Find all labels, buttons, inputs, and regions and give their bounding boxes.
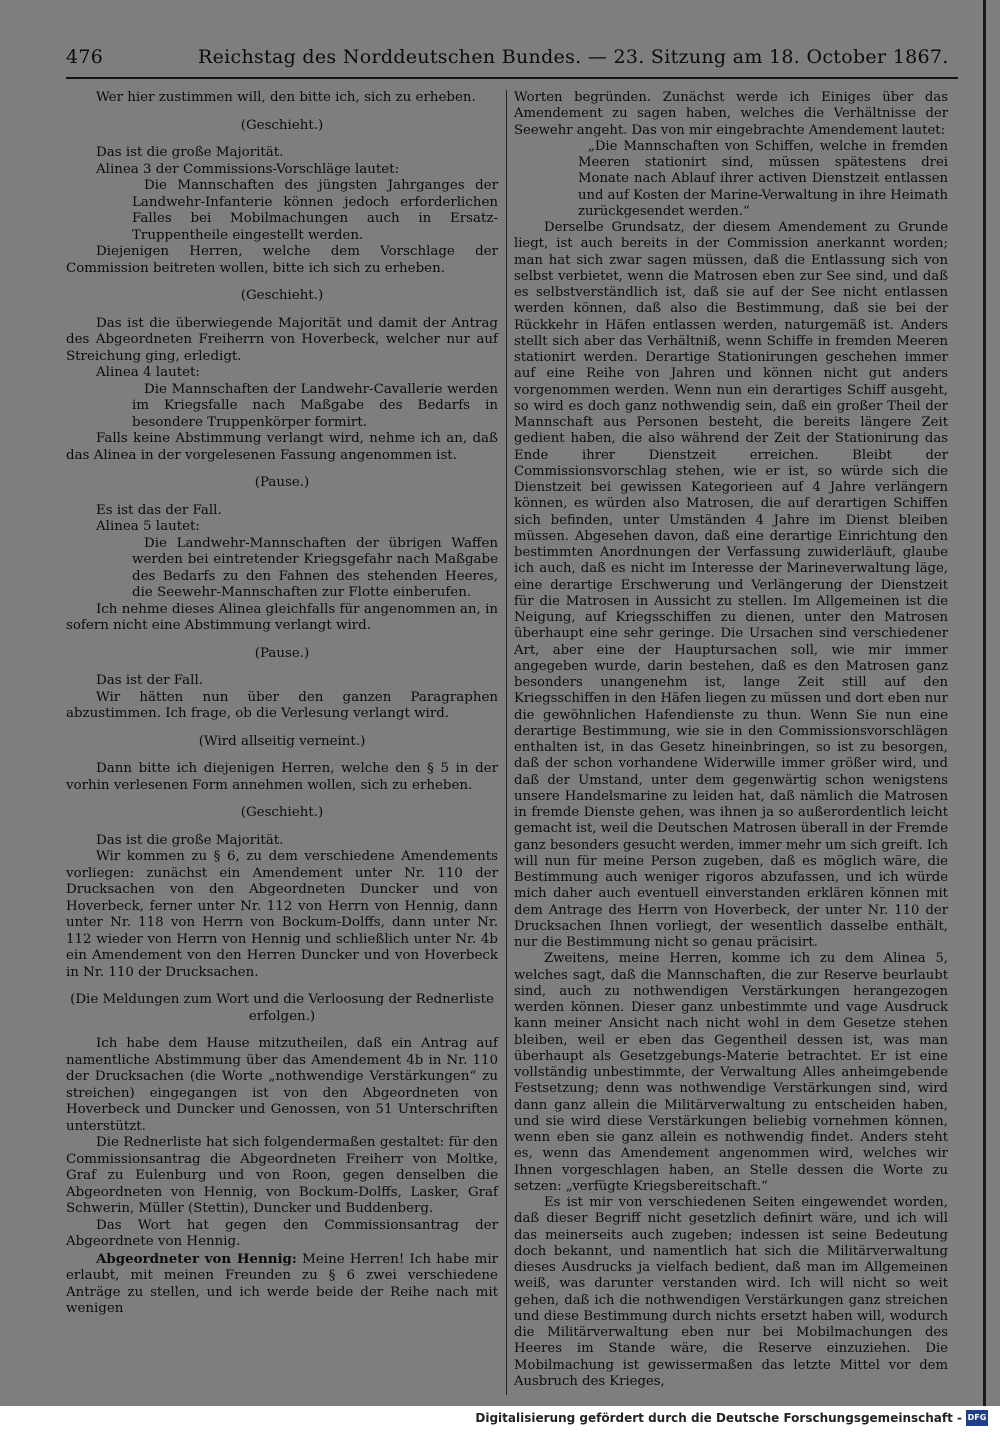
header-rule (66, 77, 958, 79)
paragraph: Wir kommen zu § 6, zu dem verschiedene Amendements vorliegen: zunächst ein Amendement unter Nr. 110 der Drucksachen von den Abgeordneten Duncker und von Hoverbeck, ferner unter Nr. 112 von Herrn von Hennig, dann unter Nr. 118 von Herrn von Bockum-Dolffs, dann unter Nr. 112 wieder von Herrn von Hennig und schließlich unter Nr. 4b ein Amendement von den Herren Duncker und von Hoverbeck in Nr. 110 der Drucksachen. (66, 849, 498, 980)
page-header (66, 46, 956, 72)
page-edge-line (983, 0, 986, 1410)
paragraph: (Geschieht.) (240, 805, 324, 820)
paragraph: Worten begründen. Zunächst werde ich Einiges über das Amendement zu sagen haben, welches die Verhältnisse der Seewehr angeht. Das von mir eingebrachte Amendement lautet: (514, 90, 948, 138)
paragraph: Derselbe Grundsatz, der diesem Amendement zu Grunde liegt, ist auch bereits in der Commission anerkannt worden; man hat sich zwar sagen müssen, daß die Entlassung sich von selbst verbietet, wenn die Matrosen eben zur See sind, und daß es selbstverständlich ist, daß sie auf der See nicht entlassen werden können, daß also die Bestimmung, daß sie bei der Rückkehr in Häfen entlassen werden, naturgemäß ist. Anders stellt sich aber das Verhältniß, wenn Schiffe in fremden Meeren stationirt werden. Derartige Stationirungen geschehen immer auf eine Reihe von Jahren und können nicht gut anders vorgenommen werden. Wenn nun ein derartiges Schiff ausgeht, so wird es doch ganz nothwendig sein, daß ein großer Theil der Mannschaft aus Personen besteht, die bereits längere Zeit gedient haben, die also während der Zeit der Stationirung das Ende ihrer Dienstzeit erreichen. Bleibt der Commissionsvorschlag stehen, wie er ist, so würde sich die Dienstzeit bei gewissen Kategorieen auf 4 Jahre verlängern können, es würden also Matrosen, die auf derartigen Schiffen sich befinden, unter Umständen 4 Jahre im Dienst bleiben müssen. Abgesehen davon, daß eine derartige Einrichtung den bestimmten Anordnungen der Verfassung zuwiderläuft, glaube ich auch, daß es nicht im Interesse der Marineverwaltung läge, eine derartige Erschwerung und Verlängerung der Dienstzeit für die Matrosen in Aussicht zu stellen. Im Allgemeinen ist die Neigung, auf Kriegsschiffen zu dienen, unter den Matrosen überhaupt eine sehr geringe. Die Ursachen sind verschiedener Art, aber eine der Hauptursachen soll, wie mir immer angegeben wurde, darin bestehen, daß es den Matrosen ganz besonders unangenehm ist, lange Zeit still auf den Kriegsschiffen in den Häfen liegen zu müssen und dort eben nur die gewöhnlichen Hafendienste zu thun. Wenn Sie nun eine derartige Bestimmung, wie sie in den Commissionsvorschlägen enthalten ist, in das Gesetz hineinbringen, so ist zu besorgen, daß der schon vorhandene Widerwille immer größer wird, und daß der Umstand, unter dem gegenwärtig schon wenigstens unsere Handelsmarine zu leiden hat, daß nämlich die Matrosen in fremde Dienste gehen, was ihnen ja so außerordentlich leicht gemacht ist, weil die Deutschen Matrosen überall in der Fremde ganz besonders gesucht werden, immer mehr um sich greift. Ich will nun für meine Person zugeben, daß es möglich wäre, die Bestimmung auch weniger rigoros abzufassen, und ich würde mich daher auch eventuell einverstanden erklären können mit dem Antrage des Herrn von Hoverbeck, der unter Nr. 110 der Drucksachen Ihnen vorliegt, der wesentlich dasselbe enthält, nur die Bestimmung nicht so genau präcisirt. (514, 220, 948, 950)
paragraph: Falls keine Abstimmung verlangt wird, nehme ich an, daß das Alinea in der vorgelesenen Fassung angenommen ist. (66, 431, 498, 463)
speech-text: Meine Herren! Ich habe mir erlaubt, mit meinen Freunden zu § 6 zwei verschiedene Anträge zu stellen, und ich werde beide der Reihe nach mit wenigen (66, 1251, 499, 1316)
paragraph: Dann bitte ich diejenigen Herren, welche den § 5 in der vorhin verlesenen Form annehmen wollen, sich zu erheben. (66, 761, 498, 793)
paragraph: Ich nehme dieses Alinea gleichfalls für angenommen an, in sofern nicht eine Abstimmung verlangt wird. (66, 601, 498, 633)
paragraph: Diejenigen Herren, welche dem Vorschlage der Commission beitreten wollen, bitte ich sich zu erheben. (66, 244, 498, 276)
paragraph: Alinea 5 lautet: (96, 519, 200, 534)
paragraph: (Geschieht.) (240, 117, 324, 133)
running-title: Reichstag des Norddeutschen Bundes. — 23. Sitzung am 18. October 1867. (198, 46, 949, 68)
paragraph: Alinea 4 lautet: (96, 365, 200, 380)
paragraph: Alinea 3 der Commissions-Vorschläge lautet: (96, 161, 400, 177)
page-number: 476 (66, 46, 104, 68)
dfg-logo: DFG (966, 1410, 988, 1426)
paragraph: Wer hier zustimmen will, den bitte ich, sich zu erheben. (96, 90, 476, 105)
paragraph: (Pause.) (254, 475, 310, 490)
left-column (66, 90, 498, 1318)
paragraph: (Pause.) (254, 645, 310, 661)
paragraph: (Wird allseitig verneint.) (198, 733, 366, 749)
paragraph: Das ist die große Majorität. (96, 145, 284, 160)
paragraph: (Geschieht.) (240, 288, 324, 303)
paragraph: Die Rednerliste hat sich folgendermaßen gestaltet: für den Commissionsantrag die Abgeordneten Freiherr von Moltke, Graf zu Eulenburg und von Roon, gegen denselben die Abgeordneten von Hennig, von Bockum-Dolffs, Lasker, Graf Schwerin, Müller (Stettin), Duncker und Buddenberg. (66, 1135, 498, 1216)
paragraph: Die Landwehr-Mannschaften der übrigen Waffen werden bei eintretender Kriegsgefahr nach Maßgabe des Bedarfs zu den Fahnen des stehenden Heeres, die Seewehr-Mannschaften zur Flotte einberufen. (132, 535, 498, 600)
paragraph: Das ist die überwiegende Majorität und damit der Antrag des Abgeordneten Freiherrn von Hoverbeck, welcher nur auf Streichung ging, erledigt. (66, 315, 498, 364)
paragraph: Wir hätten nun über den ganzen Paragraphen abzustimmen. Ich frage, ob die Verlesung verlangt wird. (66, 689, 498, 721)
paragraph: Ich habe dem Hause mitzutheilen, daß ein Antrag auf namentliche Abstimmung über das Amendement 4b in Nr. 110 der Drucksachen (die Worte „nothwendige Verstärkungen“ zu streichen) eingegangen ist von den Abgeordneten von Hoverbeck und Duncker und Genossen, von 51 Unterschriften unterstützt. (66, 1036, 498, 1134)
paragraph: Das Wort hat gegen den Commissionsantrag der Abgeordnete von Hennig. (66, 1217, 498, 1249)
speaker-name: Abgeordneter von Hennig: (96, 1250, 297, 1267)
paragraph: Es ist mir von verschiedenen Seiten eingewendet worden, daß dieser Begriff nicht gesetzlich definirt wäre, und ich will das meinerseits auch zugeben; indessen ist seine Bedeutung doch bekannt, und namentlich hat sich die Militärverwaltung dieses Ausdrucks ja vielfach bedient, daß man im Allgemeinen weiß, was darunter verstanden wird. Ich will nicht so weit gehen, daß ich die nothwendigen Verstärkungen ganz streichen und diese Bestimmung durch nichts ersetzt haben will, wodurch die Militärverwaltung eben nur bei Mobilmachungen des Heeres im Stande wäre, die Reserve einzuziehen. Die Mobilmachung ist gewissermaßen das letzte Mittel vor dem Ausbruch des Krieges, (514, 1195, 948, 1389)
paragraph: (Die Meldungen zum Wort und die Verloosung der Rednerliste erfolgen.) (70, 992, 494, 1024)
paragraph: „Die Mannschaften von Schiffen, welche in fremden Meeren stationirt sind, müssen spätestens drei Monate nach Ablauf ihrer activen Dienstzeit entlassen und auf Kosten der Marine-Verwaltung in ihre Heimath zurückgesendet werden.“ (578, 138, 948, 219)
paragraph: Es ist das der Fall. (96, 502, 222, 518)
paragraph: Zweitens, meine Herren, komme ich zu dem Alinea 5, welches sagt, daß die Mannschaften, die zur Reserve beurlaubt sind, auch zu nothwendigen Verstärkungen herangezogen werden können. Dieser ganz unbestimmte und vage Ausdruck kann meiner Ansicht nach nicht wohl in dem Gesetze stehen bleiben, weil er eben das Gegentheil dessen ist, was man überhaupt als Gesetzgebungs-Materie betrachtet. Er ist eine vollständig unbestimmte, der Verwaltung Alles anheimgebende Festsetzung; denn was nothwendige Verstärkungen sind, wird dann ganz allein die Militärverwaltung zu entscheiden haben, und sie wird diese Verstärkungen beliebig vornehmen können, wenn eben sie ganz allein es nothwendig findet. Anders steht es, wenn das Amendement angenommen wird, welches wir Ihnen vorgeschlagen haben, an Stelle dessen die Worte zu setzen: „verfügte Kriegsbereitschaft.“ (514, 951, 948, 1194)
funding-notice: Digitalisierung gefördert durch die Deutsche Forschungsgemeinschaft - (475, 1411, 962, 1425)
paragraph: Die Mannschaften des jüngsten Jahrganges der Landwehr-Infanterie können jedoch erforderlichen Falles bei Mobilmachungen auch in Ersatz-Truppentheile eingestellt werden. (132, 178, 498, 243)
paragraph: Das ist die große Majorität. (96, 832, 284, 848)
footer-banner (0, 1406, 1000, 1432)
column-divider (506, 90, 507, 1395)
paragraph: Die Mannschaften der Landwehr-Cavallerie werden im Kriegsfalle nach Maßgabe des Bedarfs in besondere Truppenkörper formirt. (132, 381, 498, 430)
paragraph (66, 1251, 498, 1318)
paragraph: Das ist der Fall. (96, 673, 203, 688)
right-column (514, 90, 948, 1390)
